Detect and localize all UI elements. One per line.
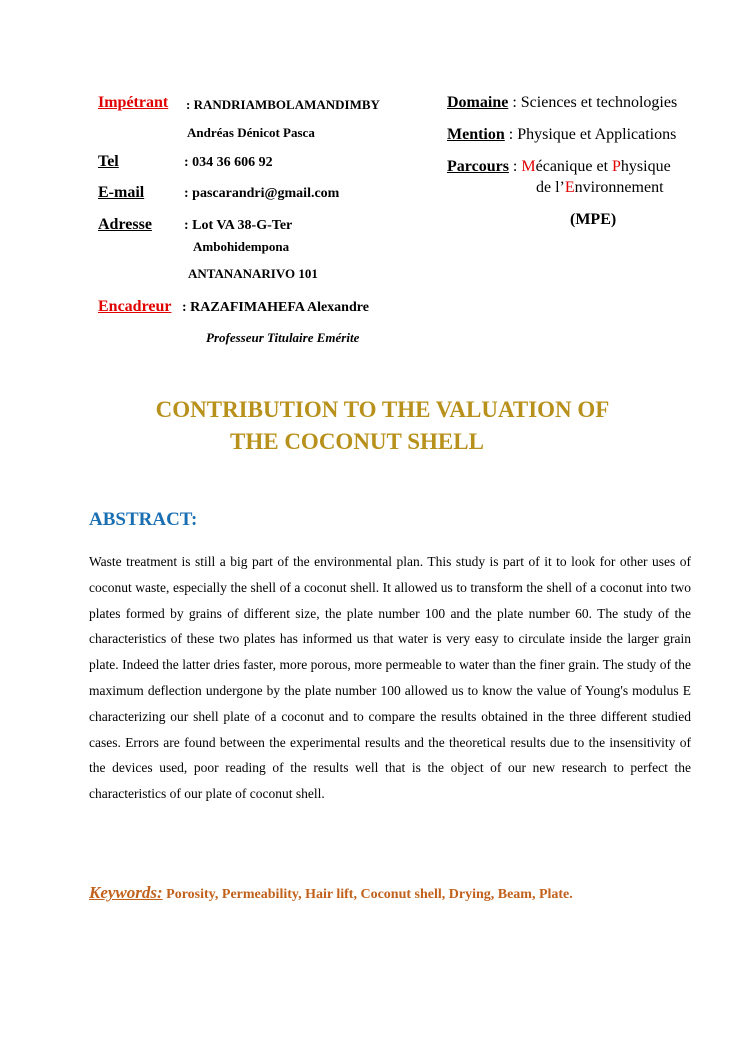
encadreur-label: Encadreur [98,298,172,315]
domaine-label: Domaine [447,94,509,111]
tel-label: Tel [98,153,119,170]
mention-label: Mention [447,126,505,143]
impetrant-value-line2: Andréas Dénicot Pasca [187,125,315,140]
parcours-p: P [612,158,621,175]
parcours-v3: de l’ [536,179,565,196]
adresse-label: Adresse [98,216,152,233]
abstract-heading: ABSTRACT: [89,509,198,530]
encadreur-value: : RAZAFIMAHEFA Alexandre [182,300,369,315]
email-label: E-mail [98,184,145,201]
parcours-e: E [564,179,575,196]
mpe-acronym: (MPE) [570,211,617,228]
impetrant-value: : RANDRIAMBOLAMANDIMBY [186,97,380,112]
parcours-m: M [521,158,536,175]
parcours-row2 [536,179,664,197]
parcours-sep: : [508,158,522,175]
abstract-body: Waste treatment is still a big part of the environmental plan. This study is part of it to look for other uses of coconut waste, especially the shell of a coconut shell. It allowed us to transform the shell of a coconut into two plates formed by grains of different size, the plate number 100 and the plate number 60. The study of the characteristics of these two plates has informed us that water is very easy to circulate inside the larger grain plate. Indeed the latter dries faster, more porous, more permeable to water than the finer grain. The study of the maximum deflection undergone by the plate number 100 allowed us to know the value of Young's modulus E characterizing our shell plate of a coconut and to compare the results obtained in the three different studied cases. Errors are found between the experimental results and the theoretical results due to the insensitivity of the devices used, poor reading of the results well that is the object of our new research to perfect the characteristics of our plate of coconut shell. [89,554,691,802]
domaine-value: : Sciences et technologies [508,94,678,111]
encadreur-title: Professeur Titulaire Emérite [206,330,360,345]
keywords-label: Keywords: [89,883,163,902]
title-line2: THE COCONUT SHELL [230,429,484,454]
mention-value: : Physique et Applications [504,126,677,143]
mention-row [447,126,676,144]
domaine-row [447,94,677,112]
title-line1: CONTRIBUTION TO THE VALUATION OF [155,397,610,422]
tel-value: : 034 36 606 92 [184,155,273,170]
parcours-label: Parcours [447,158,509,175]
parcours-row [447,158,671,176]
adresse-line3: ANTANANARIVO 101 [188,266,318,281]
parcours-v1: écanique et [535,158,613,175]
keywords-text: Porosity, Permeability, Hair lift, Coconut shell, Drying, Beam, Plate. [162,887,573,902]
adresse-line1: : Lot VA 38-G-Ter [184,218,293,233]
keywords-row [89,883,573,903]
adresse-line2: Ambohidempona [193,239,290,254]
email-value: : pascarandri@gmail.com [184,186,340,201]
parcours-v2: hysique [620,158,671,175]
impetrant-label: Impétrant [98,94,169,111]
parcours-v4: nvironnement [574,179,664,196]
